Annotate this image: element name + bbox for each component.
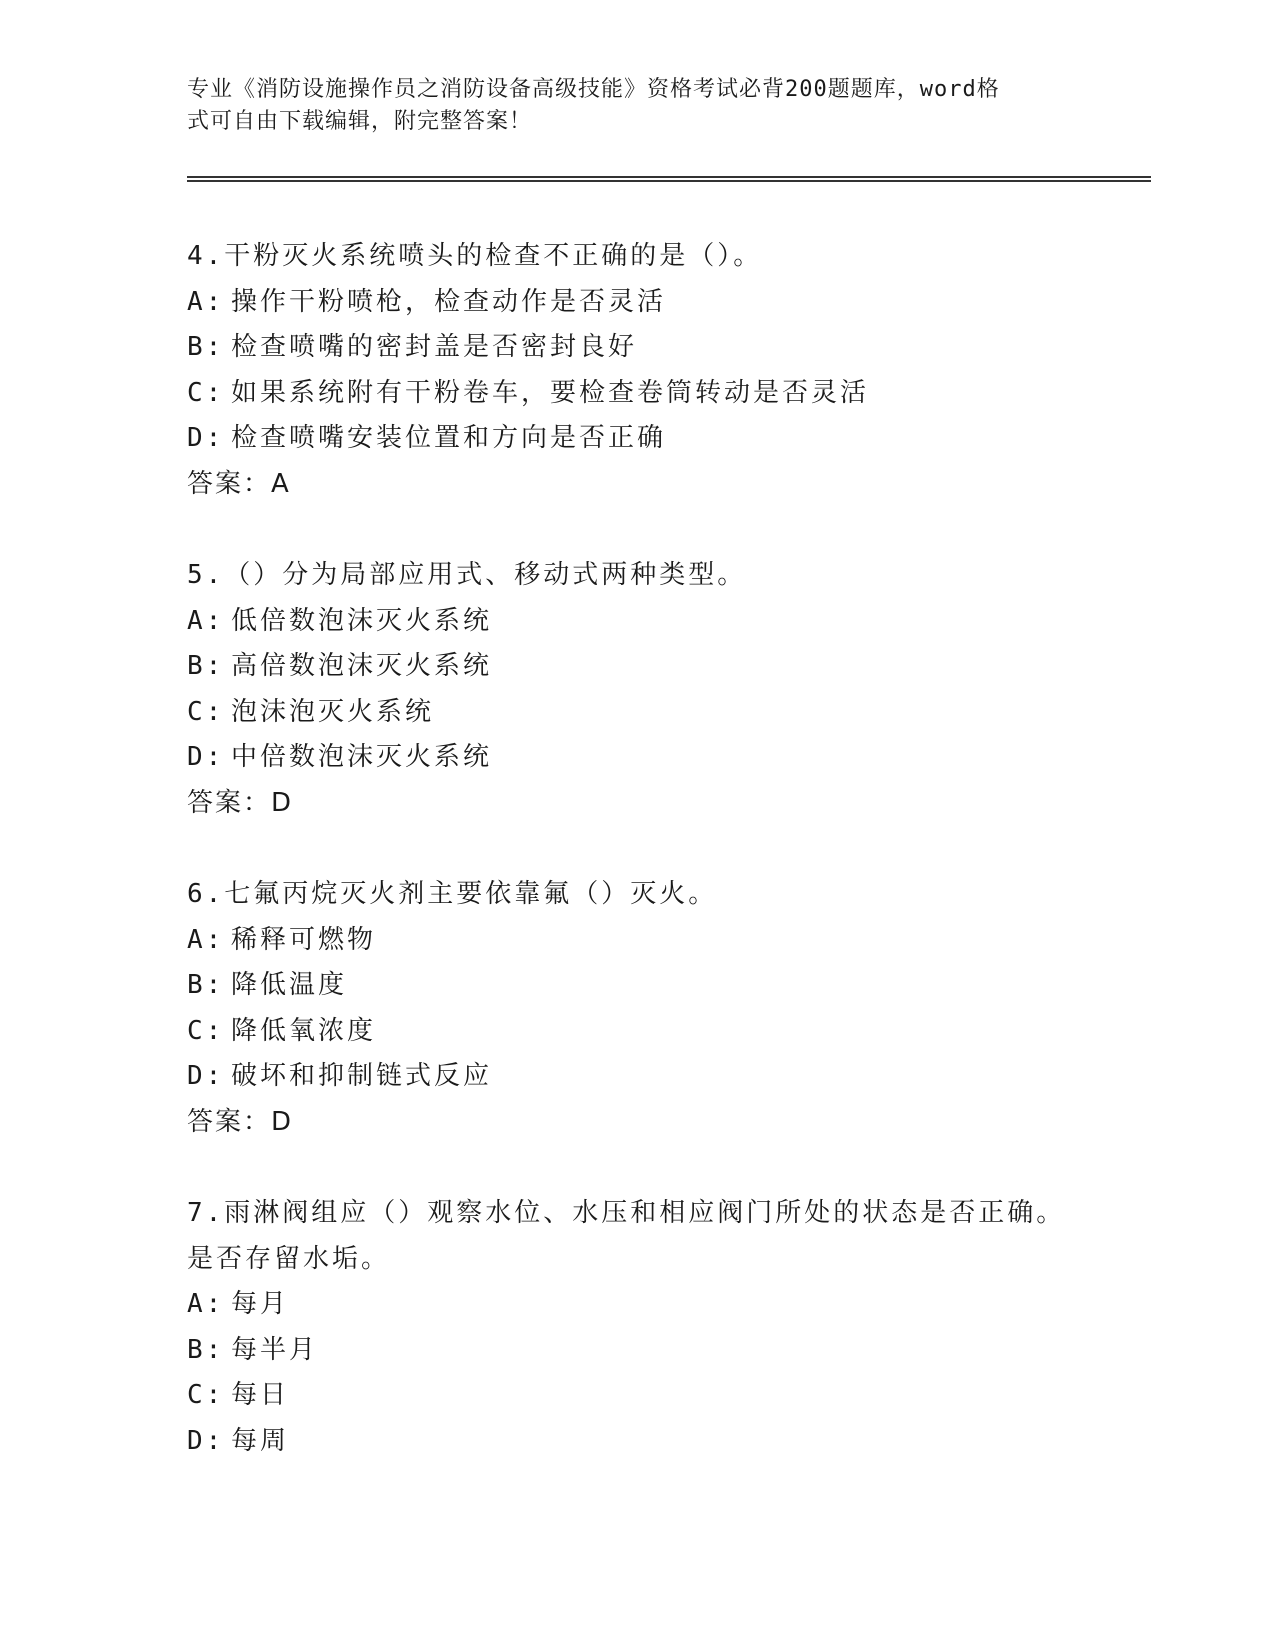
option-text: 每日 xyxy=(231,1380,290,1410)
option-d xyxy=(187,735,1147,781)
option-text: 泡沫泡灭火系统 xyxy=(231,696,435,727)
answer-line: 答案：D xyxy=(187,1106,294,1137)
option-text: 降低温度 xyxy=(231,970,348,1000)
header-line-2: 式可自由下载编辑，附完整答案！ xyxy=(187,109,533,134)
question-list xyxy=(187,234,1147,1510)
question-6 xyxy=(187,872,1147,1145)
option-letter: C: xyxy=(187,696,225,727)
option-text: 操作干粉喷枪，检查动作是否灵活 xyxy=(231,286,667,317)
option-text: 破坏和抑制链式反应 xyxy=(231,1061,493,1091)
option-c xyxy=(187,371,1147,417)
option-letter: D: xyxy=(187,1425,225,1456)
option-letter: B: xyxy=(187,1334,225,1365)
option-a xyxy=(187,1282,1147,1328)
answer-line: 答案：D xyxy=(187,787,294,818)
header-divider xyxy=(187,176,1151,182)
option-letter: C: xyxy=(187,1380,225,1410)
option-letter: B: xyxy=(187,651,225,681)
option-c xyxy=(187,690,1147,736)
option-text: 每半月 xyxy=(231,1334,319,1365)
option-b xyxy=(187,1328,1147,1374)
question-stem: 4.干粉灭火系统喷头的检查不正确的是（）。 xyxy=(187,241,763,271)
option-letter: A: xyxy=(187,1289,225,1319)
question-5 xyxy=(187,553,1147,826)
option-d xyxy=(187,1054,1147,1100)
option-letter: B: xyxy=(187,332,225,362)
option-letter: D: xyxy=(187,742,225,772)
question-stem: 7.雨淋阀组应（）观察水位、水压和相应阀门所处的状态是否正确。 xyxy=(187,1198,1066,1228)
option-letter: A: xyxy=(187,605,225,636)
option-text: 每月 xyxy=(231,1289,290,1319)
option-a xyxy=(187,918,1147,964)
option-text: 如果系统附有干粉卷车，要检查卷筒转动是否灵活 xyxy=(231,377,870,408)
option-text: 检查喷嘴的密封盖是否密封良好 xyxy=(231,332,638,362)
option-letter: A: xyxy=(187,286,225,317)
option-text: 检查喷嘴安装位置和方向是否正确 xyxy=(231,423,667,453)
option-b xyxy=(187,644,1147,690)
option-letter: C: xyxy=(187,377,225,408)
question-stem-continued: 是否存留水垢。 xyxy=(187,1243,391,1274)
question-7 xyxy=(187,1191,1147,1464)
option-letter: D: xyxy=(187,1061,225,1091)
option-letter: C: xyxy=(187,1015,225,1046)
option-a xyxy=(187,280,1147,326)
option-c xyxy=(187,1009,1147,1055)
option-letter: B: xyxy=(187,970,225,1000)
option-text: 低倍数泡沫灭火系统 xyxy=(231,605,493,636)
option-text: 每周 xyxy=(231,1425,290,1456)
question-stem: 5.（）分为局部应用式、移动式两种类型。 xyxy=(187,560,747,590)
header-line-1: 专业《消防设施操作员之消防设备高级技能》资格考试必背200题题库，word格 xyxy=(187,77,1000,102)
option-text: 高倍数泡沫灭火系统 xyxy=(231,651,493,681)
option-d xyxy=(187,416,1147,462)
document-header xyxy=(187,74,1067,138)
question-4 xyxy=(187,234,1147,507)
answer-line: 答案：A xyxy=(187,468,291,499)
option-c xyxy=(187,1373,1147,1419)
option-b xyxy=(187,325,1147,371)
option-text: 稀释可燃物 xyxy=(231,924,377,955)
question-stem: 6.七氟丙烷灭火剂主要依靠氟（）灭火。 xyxy=(187,879,718,909)
option-d xyxy=(187,1419,1147,1465)
option-text: 中倍数泡沫灭火系统 xyxy=(231,742,493,772)
option-text: 降低氧浓度 xyxy=(231,1015,377,1046)
option-b xyxy=(187,963,1147,1009)
option-letter: D: xyxy=(187,423,225,453)
option-letter: A: xyxy=(187,924,225,955)
option-a xyxy=(187,599,1147,645)
